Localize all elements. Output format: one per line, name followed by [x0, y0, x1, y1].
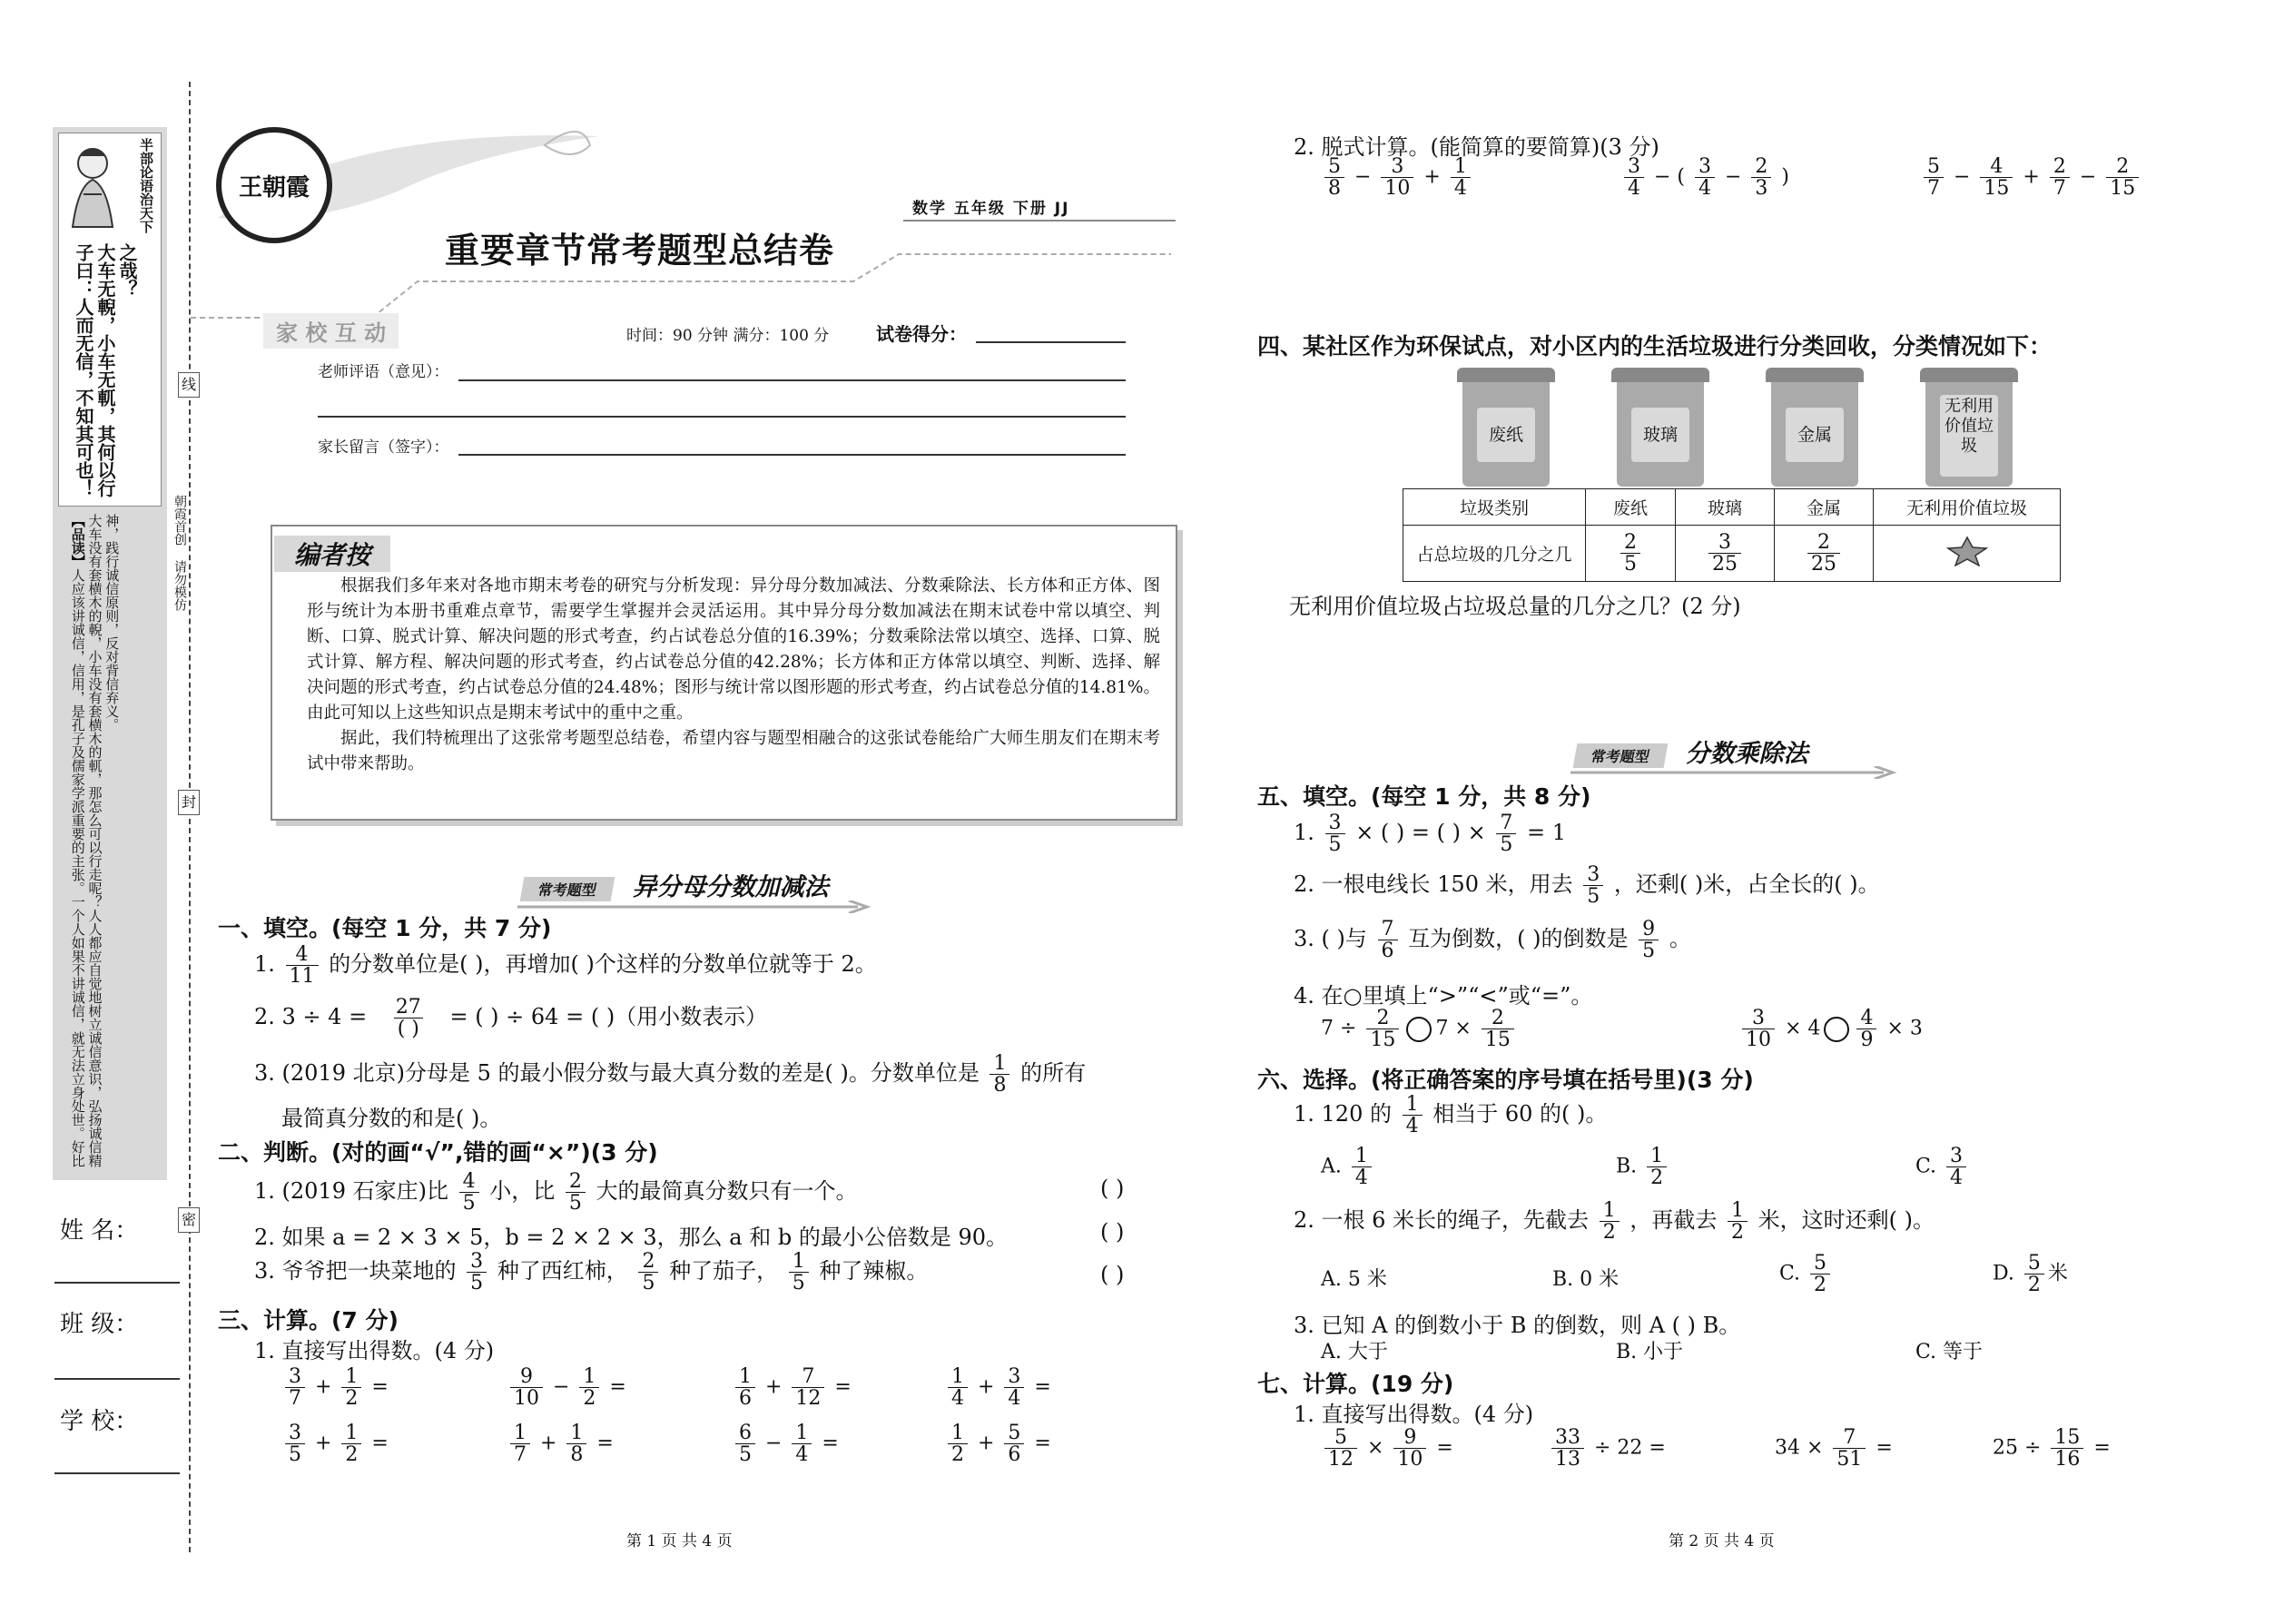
sidebar-copyright: 朝霞首创 请勿模仿 — [172, 495, 187, 611]
judge-q2: 2. 如果 a = 2 × 3 × 5，b = 2 × 2 × 3，那么 a 和 b 的最小公倍数是 90。 — [254, 1225, 1009, 1250]
section-1-heading: 一、填空。(每空 1 分，共 7 分) — [218, 915, 552, 941]
fraction: $\frac{27}{( )}$ — [378, 997, 439, 1039]
fill5-q2: 2. 一根电线长 150 米，用去 $\frac{3}{5}$ ，还剩( )米，占全长的( )。 — [1294, 863, 1880, 909]
fraction: $\frac{7}{6}$ — [1378, 919, 1398, 961]
parent-label: 家长留言（签字）： — [318, 438, 449, 457]
judge-answer-1[interactable]: ( ) — [1100, 1176, 1125, 1201]
cut-mark-1: 线 — [178, 372, 200, 398]
topic-name-1: 异分母分数加减法 — [632, 873, 829, 901]
topic-arrow-1 — [517, 893, 871, 906]
choice-q1: 1. 120 的 $\frac{1}{4}$ 相当于 60 的( )。 — [1294, 1093, 1608, 1138]
page-1-footer: 第 1 页 共 4 页 — [626, 1532, 733, 1550]
bin-other — [1920, 368, 2018, 490]
parent-field[interactable] — [458, 454, 1126, 456]
judge-q1: 1. (2019 石家庄)比 $\frac{4}{5}$ 小，比 $\frac{2}{5}$ 大的最简真分数只有一个。 — [254, 1170, 858, 1216]
option-a[interactable]: A. 大于 — [1321, 1341, 1388, 1363]
fraction: $\frac{1}{5}$ — [789, 1251, 809, 1294]
pindu-text: 人应该讲诚信，信用，是孔子及儒家学派重要的主张。一个人如果不讲诚信，就无法立身处世。好比大车没有套横木的輗，小车没有套横木的軏，那怎么可以行走呢？人人都应自觉地树立诚信意识，弘扬诚信精神，践行诚信原则，反对背信弃义。 — [69, 514, 121, 1167]
fill-q3-cont: 最简真分数的和是( )。 — [281, 1106, 502, 1131]
judge-answer-3[interactable]: ( ) — [1100, 1262, 1125, 1287]
table-row-label: 占总垃圾的几分之几 — [1403, 526, 1586, 582]
topic-tag-1: 常考题型 — [520, 877, 615, 901]
star-icon — [1946, 536, 1988, 566]
choice-q1-opts — [1321, 1146, 2047, 1200]
table-header: 金属 — [1774, 489, 1873, 526]
fraction: $\frac{1}{2}$ — [1728, 1200, 1748, 1243]
interaction-label: 家 校 互 动 — [263, 313, 399, 349]
fraction: $\frac{2}{5}$ — [638, 1251, 658, 1294]
fraction: $\frac{4}{11}$ — [286, 944, 319, 987]
option-a[interactable]: A. $\frac{1}{4}$ — [1321, 1146, 1375, 1188]
logo-text: 王朝霞 — [238, 173, 310, 202]
fraction: $\frac{1}{8}$ — [989, 1053, 1009, 1096]
name-field[interactable] — [54, 1282, 180, 1284]
time-info: 时间：90 分钟 满分：100 分 — [626, 327, 830, 345]
garbage-table — [1403, 488, 2061, 582]
fill-q3: 3. (2019 北京)分母是 5 的最小假分数与最大真分数的差是( )。分数单位是 $\frac{1}{8}$ 的所有 — [254, 1052, 1087, 1097]
table-cell: $\frac{2}{25}$ — [1774, 526, 1873, 582]
topic-tag-2: 常考题型 — [1573, 743, 1669, 768]
fraction: $\frac{3}{5}$ — [1325, 812, 1345, 855]
fill5-q3: 3. ( )与 $\frac{7}{6}$ 互为倒数，( )的倒数是 $\frac{9}{5}$ 。 — [1294, 918, 1691, 963]
school-field[interactable] — [54, 1472, 180, 1474]
score-field[interactable] — [976, 341, 1126, 343]
table-cell: $\frac{3}{25}$ — [1675, 526, 1774, 582]
judge-answer-2[interactable]: ( ) — [1100, 1219, 1125, 1245]
pindu-label: 【品读】 — [69, 514, 86, 568]
choice-q2: 2. 一根 6 米长的绳子，先截去 $\frac{1}{2}$ ，再截去 $\frac{1}{2}$ 米，这时还剩( )。 — [1294, 1199, 1935, 1245]
table-header: 玻璃 — [1675, 489, 1774, 526]
editor-note-para2: 据此，我们特梳理出了这张常考题型总结卷，希望内容与题型相融合的这张试卷能给广大师生朋友们在期末考试中带来帮助。 — [307, 729, 1160, 773]
bin-glass — [1611, 368, 1709, 490]
fraction: $\frac{1}{4}$ — [1403, 1094, 1423, 1137]
name-label: 姓 名： — [60, 1217, 139, 1245]
bin-label: 金属 — [1786, 408, 1844, 462]
calc-row-1: $\frac{3}{7}$ + $\frac{1}{2}$ = $\frac{9}{10}$ − $\frac{1}{2}$ = $\frac{1}{6}$ + $\frac{7}{12}$ = $\frac{1}{4}$ + $\frac{3}{4}$ = — [281, 1366, 1098, 1421]
option-c[interactable]: C. $\frac{5}{2}$ — [1779, 1253, 1834, 1295]
fill5-q4: 4. 在○里填上“>”“<”或“=”。 — [1294, 983, 1593, 1009]
bin-label: 无利用价值垃圾 — [1940, 395, 1998, 477]
table-header: 垃圾类别 — [1403, 489, 1586, 526]
calc7-row: $\frac{5}{12}$ × $\frac{9}{10}$ = $\frac{33}{13}$ ÷ 22 = 34 × $\frac{7}{51}$ = 25 ÷ $\frac{15}{16}$ = — [1321, 1427, 2156, 1481]
calc2-row: $\frac{5}{8}$ − $\frac{3}{10}$ + $\frac{1}{4}$ $\frac{3}{4}$ − ( $\frac{3}{4}$ − $\frac{2}{3}$ ) $\frac{5}{7}$ − $\frac{4}{15}$ + $\frac{2}{7}$ − $\frac{2}{15}$ — [1321, 156, 2156, 211]
sidebar-pindu — [69, 514, 158, 1167]
class-field[interactable] — [54, 1378, 180, 1380]
section-4-heading: 四、某社区作为环保试点，对小区内的生活垃圾进行分类回收，分类情况如下： — [1257, 333, 2053, 359]
sage-figure-icon — [60, 136, 123, 236]
table-cell — [1874, 526, 2061, 582]
option-a[interactable]: A. 5 米 — [1321, 1268, 1387, 1291]
section-5-heading: 五、填空。(每空 1 分，共 8 分) — [1257, 783, 1591, 810]
fill5-q1: 1. $\frac{3}{5}$ × ( ) = ( ) × $\frac{7}{5}$ = 1 — [1294, 812, 1567, 857]
fraction: $\frac{3}{5}$ — [467, 1251, 487, 1294]
teacher-label: 老师评语（意见）： — [318, 363, 449, 381]
section-2-heading: 二、判断。(对的画“√”,错的画“×”)(3 分) — [218, 1139, 658, 1166]
choice-q3-opts — [1321, 1336, 2047, 1363]
compare-circle[interactable] — [1824, 1017, 1849, 1042]
school-label: 学 校： — [60, 1408, 139, 1435]
bin-metal — [1766, 368, 1864, 490]
option-d[interactable]: D. $\frac{5}{2}$ 米 — [1993, 1252, 2068, 1297]
fill-q1: 1. $\frac{4}{11}$ 的分数单位是( )，再增加( )个这样的分数单位就等于 2。 — [254, 943, 877, 989]
bin-label: 玻璃 — [1631, 408, 1689, 462]
editor-note-para1: 根据我们多年来对各地市期末考卷的研究与分析发现：异分母分数加减法、分数乘除法、长方体和正方体、图形与统计为本册书重难点章节，需要学生掌握并会灵活运用。其中异分母分数加减法在期末试卷中常以填空、判断、口算、脱式计算、解决问题的形式考查，约占试卷总分值的16.39%；分数乘除法常以填空、选择、口算、脱式计算、解方程、解决问题的形式考查，约占试卷总分值的42.28%；长方体和正方体常以填空、判断、选择、解决问题的形式考查，约占试卷总分值的24.48%；图形与统计常以图形题的形式考查，约占试卷总分值的14.81%。由此可知以上这些知识点是期末考试中的重中之重。 — [307, 576, 1160, 723]
teacher-field[interactable] — [458, 379, 1126, 381]
option-b[interactable]: B. $\frac{1}{2}$ — [1616, 1146, 1670, 1188]
option-c[interactable]: C. $\frac{3}{4}$ — [1915, 1146, 1970, 1188]
calc-instruction: 1. 直接写出得数。(4 分) — [254, 1338, 495, 1363]
bin-paper — [1457, 368, 1555, 490]
sidebar-quote: 子曰：人而无信，不知其可也！大车无輗，小车无軏，其何以行之哉？ — [73, 243, 138, 497]
page-2-footer: 第 2 页 共 4 页 — [1669, 1532, 1775, 1550]
judge-q3: 3. 爷爷把一块菜地的 $\frac{3}{5}$ 种了西红柿， $\frac{2}{5}$ 种了茄子， $\frac{1}{5}$ 种了辣椒。 — [254, 1250, 929, 1295]
option-c[interactable]: C. 等于 — [1915, 1341, 1984, 1363]
fraction: $\frac{7}{5}$ — [1496, 812, 1516, 855]
sidebar-motto: 半部论语治天下 — [138, 138, 154, 233]
editor-note-title: 编者按 — [274, 536, 390, 572]
compare-circle[interactable] — [1406, 1017, 1432, 1042]
option-b[interactable]: B. 0 米 — [1552, 1268, 1620, 1291]
table-header: 废纸 — [1586, 489, 1676, 526]
teacher-field-2[interactable] — [318, 416, 1126, 418]
bin-label: 废纸 — [1477, 408, 1535, 462]
section-3-heading: 三、计算。(7 分) — [218, 1307, 399, 1334]
section-7-heading: 七、计算。(19 分) — [1257, 1371, 1454, 1397]
calc7-instruction: 1. 直接写出得数。(4 分) — [1294, 1402, 1534, 1427]
fraction: $\frac{1}{2}$ — [1600, 1200, 1620, 1243]
topic-arrow-2 — [1570, 759, 1897, 772]
calc2-instruction: 2. 脱式计算。(能简算的要简算)(3 分) — [1294, 134, 1659, 160]
choice-q2-opts — [1321, 1253, 2138, 1307]
choice-q3: 3. 已知 A 的倒数小于 B 的倒数，则 A ( ) B。 — [1294, 1313, 1741, 1338]
table-header: 无利用价值垃圾 — [1874, 489, 2061, 526]
fraction: $\frac{4}{5}$ — [459, 1171, 479, 1214]
fraction: $\frac{2}{5}$ — [566, 1171, 586, 1214]
fill5-q4-exprs: 7 ÷ $\frac{2}{15}$ 7 × $\frac{2}{15}$ $\frac{3}{10}$ × 4 $\frac{4}{9}$ × 3 — [1321, 1007, 1923, 1052]
cut-mark-3: 密 — [178, 1207, 200, 1233]
editor-note-body — [307, 574, 1160, 777]
page-title: 重要章节常考题型总结卷 — [445, 231, 835, 271]
table-cell: $\frac{2}{5}$ — [1586, 526, 1676, 582]
fraction: $\frac{3}{5}$ — [1583, 864, 1603, 907]
calc-row-2: $\frac{3}{5}$ + $\frac{1}{2}$ = $\frac{1}{7}$ + $\frac{1}{8}$ = $\frac{6}{5}$ − $\frac{1}{4}$ = $\frac{1}{2}$ + $\frac{5}{6}$ = — [281, 1422, 1098, 1477]
option-b[interactable]: B. 小于 — [1616, 1341, 1684, 1363]
subject-line: 数学 五年级 下册 JJ — [912, 200, 1070, 218]
class-label: 班 级： — [60, 1311, 139, 1338]
topic-name-2: 分数乘除法 — [1685, 740, 1808, 768]
section-6-heading: 六、选择。(将正确答案的序号填在括号里)(3 分) — [1257, 1067, 1754, 1093]
fill-q2: 2. 3 ÷ 4 = $\frac{27}{( )}$ = ( ) ÷ 64 = ( )（用小数表示） — [254, 996, 768, 1041]
section-4-question: 无利用价值垃圾占垃圾总量的几分之几？(2 分) — [1289, 594, 1741, 619]
cut-mark-2: 封 — [178, 790, 200, 815]
fraction: $\frac{9}{5}$ — [1639, 919, 1659, 961]
score-label: 试卷得分： — [876, 323, 967, 345]
